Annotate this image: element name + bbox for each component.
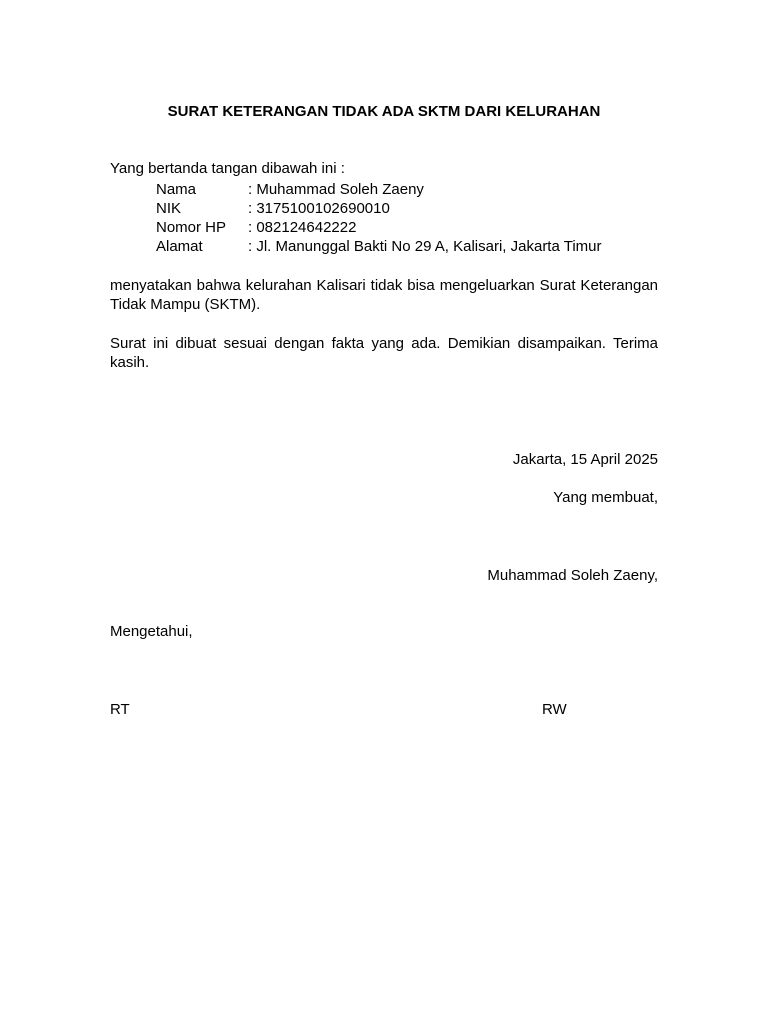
field-label-nik: NIK (156, 200, 182, 217)
rw-label: RW (542, 701, 567, 718)
signer-name: Muhammad Soleh Zaeny, (487, 567, 658, 584)
acknowledge-label: Mengetahui, (110, 623, 193, 640)
place-date: Jakarta, 15 April 2025 (512, 451, 658, 468)
maker-label: Yang membuat, (553, 489, 658, 506)
statement-paragraph: menyatakan bahwa kelurahan Kalisari tidak bisa mengeluarkan Surat Keterangan Tidak Mampu (SKTM). (110, 277, 658, 313)
letter-title: SURAT KETERANGAN TIDAK ADA SKTM DARI KELURAHAN (167, 103, 601, 120)
field-label-alamat: Alamat (156, 238, 203, 255)
intro-text: Yang bertanda tangan dibawah ini : (110, 160, 345, 177)
field-value-nama: : Muhammad Soleh Zaeny (248, 181, 424, 198)
field-value-nik: : 3175100102690010 (248, 200, 390, 217)
field-value-nomor-hp: : 082124642222 (248, 219, 357, 236)
closing-paragraph: Surat ini dibuat sesuai dengan fakta yang ada. Demikian disampaikan. Terima kasih. (110, 335, 658, 371)
field-value-alamat: : Jl. Manunggal Bakti No 29 A, Kalisari, Jakarta Timur (248, 238, 602, 255)
field-label-nomor-hp: Nomor HP (156, 219, 227, 236)
field-label-nama: Nama (156, 181, 197, 198)
rt-label: RT (110, 701, 130, 718)
